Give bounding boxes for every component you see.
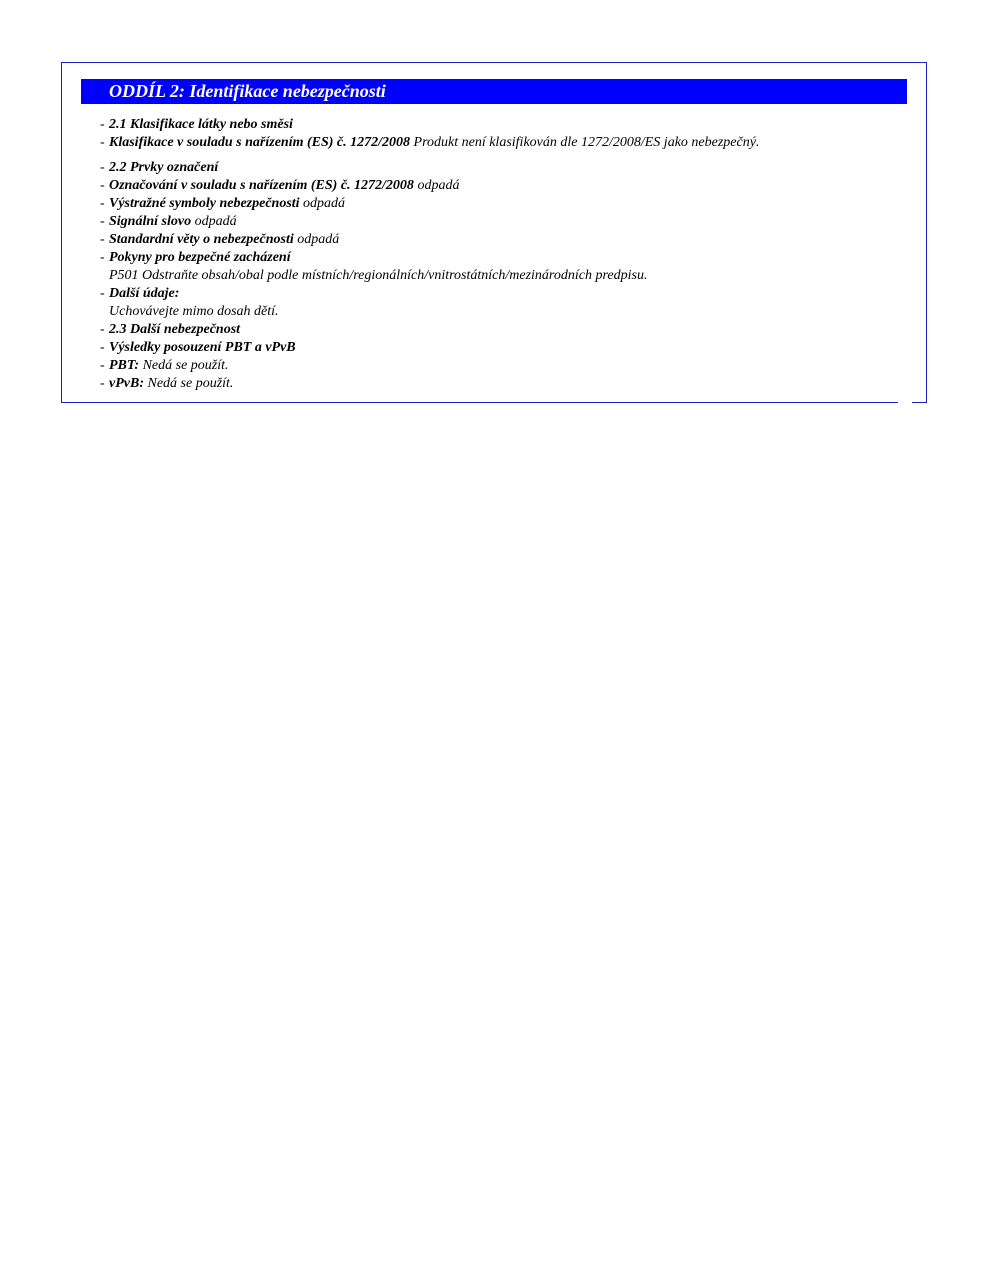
dash: - <box>100 358 105 373</box>
line-label: Výstražné symboly nebezpečnosti <box>109 196 300 211</box>
hazard-statements-line <box>100 231 900 249</box>
spacer <box>100 152 900 159</box>
dash: - <box>100 340 105 355</box>
line-value: odpadá <box>299 196 346 211</box>
dash: - <box>100 196 105 211</box>
line-label: Označování v souladu s nařízením (ES) č. 1272/2008 <box>109 178 414 193</box>
pbt-line <box>100 357 900 375</box>
vpvb-line <box>100 375 900 393</box>
dash: - <box>100 250 105 265</box>
precautionary-statements-line <box>100 249 900 267</box>
hazard-pictograms-line <box>100 195 900 213</box>
line-value: Nedá se použít. <box>143 376 234 391</box>
line-label: 2.3 Další nebezpečnost <box>109 322 241 337</box>
line-label: vPvB: <box>109 376 144 391</box>
line-value: Produkt není klasifikován dle 1272/2008/ES jako nebezpečný. <box>410 135 760 150</box>
line-value: odpadá <box>191 214 237 229</box>
dash: - <box>100 214 105 229</box>
line-label: PBT: <box>109 358 140 373</box>
classification-heading <box>100 116 900 134</box>
pbt-vpvb-results-line <box>100 339 900 357</box>
section-title: ODDÍL 2: Identifikace nebezpečnosti <box>81 79 907 104</box>
label-elements-heading <box>100 159 900 177</box>
section-box-corner <box>898 398 912 406</box>
dash: - <box>100 117 105 132</box>
dash: - <box>100 232 105 247</box>
line-value: Nedá se použít. <box>139 358 229 373</box>
line-label: 2.2 Prvky označení <box>109 160 219 175</box>
line-value: odpadá <box>293 232 340 247</box>
other-info-line <box>100 285 900 303</box>
precautionary-statement-detail: P501 Odstraňte obsah/obal podle místních/regionálních/vnitrostátních/mezinárodních predpisu. <box>109 268 648 283</box>
other-info-detail: Uchovávejte mimo dosah dětí. <box>109 304 279 319</box>
line-label: Standardní věty o nebezpečnosti <box>109 232 294 247</box>
section-content <box>100 116 900 393</box>
signal-word-line <box>100 213 900 231</box>
line-label: Další údaje: <box>109 286 180 301</box>
labelling-line <box>100 177 900 195</box>
dash: - <box>100 178 105 193</box>
dash: - <box>100 286 105 301</box>
dash: - <box>100 135 105 150</box>
other-hazards-heading <box>100 321 900 339</box>
classification-line <box>100 134 900 152</box>
dash: - <box>100 376 105 391</box>
line-label: Klasifikace v souladu s nařízením (ES) č. 1272/2008 <box>109 135 411 150</box>
line-label: Výsledky posouzení PBT a vPvB <box>109 340 296 355</box>
line-label: 2.1 Klasifikace látky nebo směsi <box>109 117 293 132</box>
dash: - <box>100 322 105 337</box>
line-label: Signální slovo <box>109 214 192 229</box>
dash: - <box>100 160 105 175</box>
line-label: Pokyny pro bezpečné zacházení <box>109 250 291 265</box>
line-value: odpadá <box>413 178 460 193</box>
